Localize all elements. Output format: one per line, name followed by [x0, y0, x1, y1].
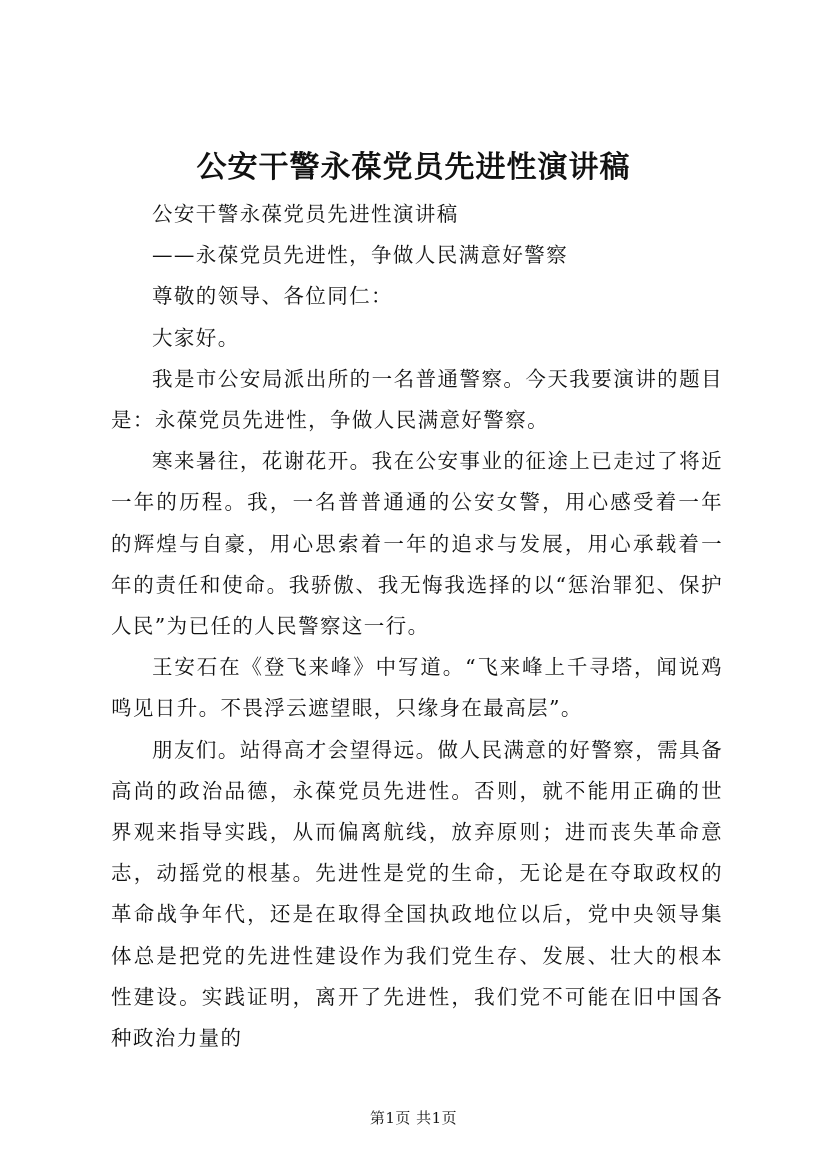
paragraph-salutation: 尊敬的领导、各位同仁： — [152, 284, 393, 309]
paragraph-subtitle: ——永葆党员先进性，争做人民满意好警察 — [152, 243, 569, 268]
paragraph-advancement: 朋友们。站得高才会望得远。做人民满意的好警察，需具备高尚的政治品德，永葆党员先进性。否则，就不能用正确的世界观来指导实践，从而偏离航线，放弃原则；进而丧失革命意志，动摇党的根基。先进性是党的生命，无论是在夺取政权的革命战争年代，还是在取得全国执政地位以后，党中央领导集体总是把党的先进性建设作为我们党生存、发展、壮大的根本性建设。实践证明，离开了先进性，我们党不可能在旧中国各种政治力量的 — [111, 737, 723, 1051]
paragraph-subtitle-repeat: 公安干警永葆党员先进性演讲稿 — [152, 202, 459, 226]
page-number-footer: 第1页 共1页 — [369, 1109, 458, 1127]
paragraph-career: 寒来暑往，花谢花开。我在公安事业的征途上已走过了将近一年的历程。我，一名普普通通的公安女警，用心感受着一年的辉煌与自豪，用心思索着一年的追求与发展，用心承载着一年的责任和使命。我骄傲、我无悔我选择的以“惩治罪犯、保护人民”为已任的人民警察这一行。 — [111, 449, 723, 639]
document-title: 公安干警永葆党员先进性演讲稿 — [196, 150, 631, 185]
paragraph-greeting: 大家好。 — [152, 325, 240, 350]
document-body — [111, 194, 723, 1059]
paragraph-poem-quote: 王安石在《登飞来峰》中写道。“飞来峰上千寻塔，闻说鸡鸣见日升。不畏浮云遮望眼，只缘身在最高层”。 — [111, 655, 723, 721]
paragraph-introduction: 我是市公安局派出所的一名普通警察。今天我要演讲的题目是：永葆党员先进性，争做人民满意好警察。 — [111, 366, 723, 433]
